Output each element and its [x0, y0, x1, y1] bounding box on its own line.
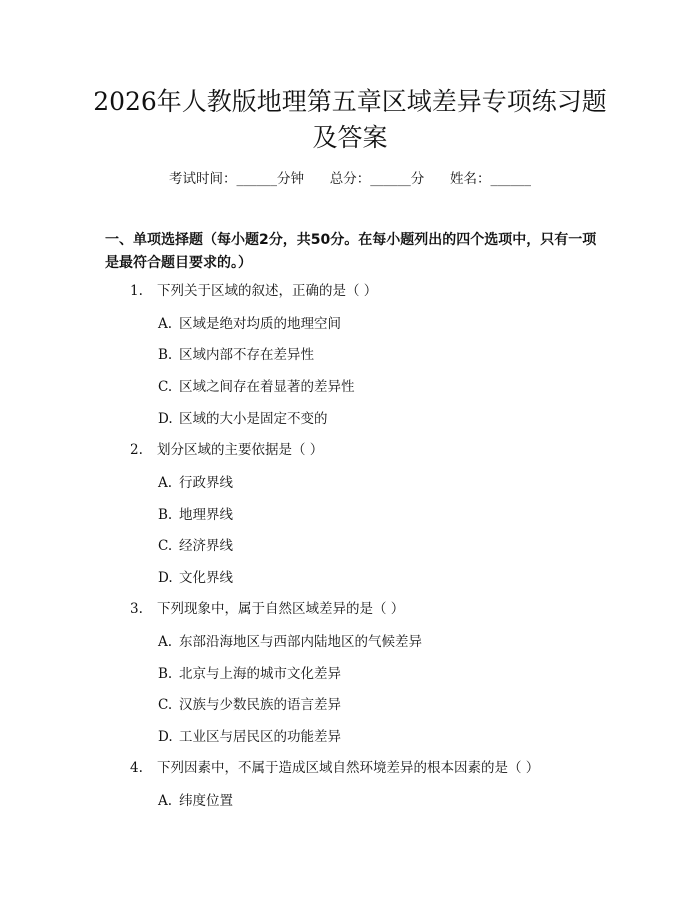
option-letter: B. [158, 666, 173, 682]
question-3 [130, 599, 404, 619]
question-text: 下列因素中，不属于造成区域自然环境差异的根本因素的是（ ） [157, 760, 540, 776]
option-text: 经济界线 [179, 538, 233, 554]
option-text: 区域是绝对均质的地理空间 [179, 316, 341, 332]
option-text: 区域内部不存在差异性 [179, 347, 314, 363]
option-letter: B. [158, 347, 173, 363]
option-text: 区域之间存在着显著的差异性 [179, 379, 355, 395]
question-2-option-b [158, 505, 233, 525]
question-text: 下列现象中，属于自然区域差异的是（ ） [157, 601, 405, 617]
option-letter: D. [158, 411, 173, 427]
question-1-option-a [158, 314, 341, 334]
question-number: 4. [130, 760, 143, 776]
question-text: 划分区域的主要依据是（ ） [157, 442, 324, 458]
option-letter: C. [158, 379, 173, 395]
question-number: 1. [130, 283, 143, 299]
question-3-option-d [158, 727, 341, 747]
question-number: 2. [130, 442, 143, 458]
question-1-option-b [158, 345, 314, 365]
option-text: 纬度位置 [179, 793, 233, 809]
question-2 [130, 440, 323, 460]
option-letter: A. [158, 475, 173, 491]
option-letter: A. [158, 316, 173, 332]
question-1-option-d [158, 409, 328, 429]
question-3-option-b [158, 664, 341, 684]
option-text: 行政界线 [179, 475, 233, 491]
option-text: 地理界线 [179, 507, 233, 523]
option-letter: D. [158, 570, 173, 586]
question-2-option-c [158, 536, 233, 556]
option-text: 东部沿海地区与西部内陆地区的气候差异 [179, 634, 422, 650]
question-1 [130, 281, 377, 301]
question-1-option-c [158, 377, 355, 397]
option-text: 区域的大小是固定不变的 [179, 411, 328, 427]
question-number: 3. [130, 601, 143, 617]
section-heading: 一、单项选择题（每小题2分，共50分。在每小题列出的四个选项中，只有一项是最符合题目要求的。） [105, 232, 597, 271]
option-letter: A. [158, 793, 173, 809]
option-text: 汉族与少数民族的语言差异 [179, 697, 341, 713]
question-2-option-d [158, 568, 233, 588]
option-text: 工业区与居民区的功能差异 [179, 729, 341, 745]
option-letter: A. [158, 634, 173, 650]
option-text: 文化界线 [179, 570, 233, 586]
page-title: 2026年人教版地理第五章区域差异专项练习题及答案 [93, 87, 607, 152]
option-text: 北京与上海的城市文化差异 [179, 666, 341, 682]
option-letter: C. [158, 697, 173, 713]
option-letter: C. [158, 538, 173, 554]
question-text: 下列关于区域的叙述，正确的是（ ） [157, 283, 378, 299]
question-2-option-a [158, 473, 233, 493]
exam-info-line: 考试时间：______分钟 总分：______分 姓名：______ [169, 171, 531, 187]
option-letter: B. [158, 507, 173, 523]
question-4-option-a [158, 791, 233, 811]
question-3-option-c [158, 695, 341, 715]
question-3-option-a [158, 632, 422, 652]
option-letter: D. [158, 729, 173, 745]
question-4 [130, 758, 539, 778]
